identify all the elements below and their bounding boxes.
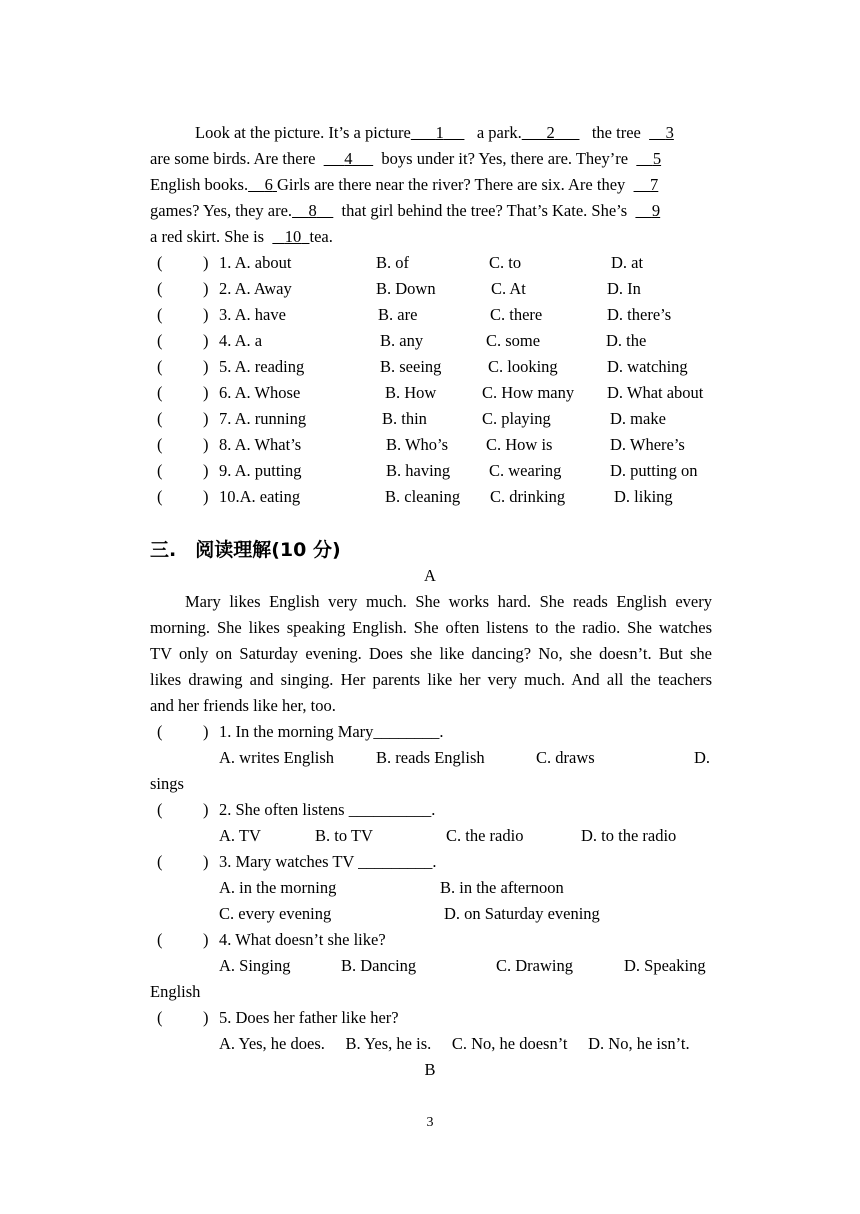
option-a: 4. A. a [219, 331, 263, 350]
question-2-option-d: D. to the radio [581, 826, 677, 845]
option-b: B. How [385, 383, 437, 402]
cloze-line-4: games? Yes, they are. 8 that girl behind the tree? That’s Kate. She’s 9 [150, 201, 661, 220]
option-b: B. are [378, 305, 418, 324]
answer-paren-open: ( [157, 331, 163, 350]
cloze-question-row [150, 458, 750, 484]
answer-paren-open: ( [157, 305, 163, 324]
blank-4: 4 [344, 149, 353, 168]
passage-a-line-5: and her friends like her, too. [150, 696, 336, 715]
option-d: D. In [607, 279, 641, 298]
option-b: B. cleaning [385, 487, 461, 506]
question-4-option-b: B. Dancing [341, 956, 417, 975]
option-b: B. thin [382, 409, 427, 428]
cloze-question-row [150, 302, 750, 328]
option-d: D. Where’s [610, 435, 685, 454]
blank-10: 10 [284, 227, 302, 246]
option-d: D. liking [614, 487, 673, 506]
answer-paren-open: ( [157, 800, 163, 819]
question-3-option-b: B. in the afternoon [440, 878, 564, 897]
blank-2: 2 [546, 123, 555, 142]
answer-paren-open: ( [157, 253, 163, 272]
answer-paren-close: ) [203, 487, 209, 506]
question-3-stem: 3. Mary watches TV _________. [219, 852, 437, 871]
answer-paren-close: ) [203, 305, 209, 324]
answer-paren-close: ) [203, 253, 209, 272]
question-4-option-d-wrap: English [150, 982, 201, 1001]
cloze-line-1 [150, 120, 712, 146]
answer-paren-open: ( [157, 1008, 163, 1027]
option-a: 1. A. about [219, 253, 292, 272]
answer-paren-close: ) [203, 357, 209, 376]
option-a: 3. A. have [219, 305, 286, 324]
passage-a-line-2: morning. She likes speaking English. She often listens to the radio. She watches [150, 618, 712, 637]
question-1-option-b: B. reads English [376, 748, 485, 767]
option-c: C. there [490, 305, 543, 324]
question-1-option-d: D. [694, 748, 711, 767]
answer-paren-close: ) [203, 1008, 209, 1027]
section-heading: 三. 阅读理解(10 分) [150, 539, 341, 561]
answer-paren-close: ) [203, 435, 209, 454]
option-c: C. How many [482, 383, 575, 402]
option-a: 2. A. Away [219, 279, 292, 298]
answer-paren-close: ) [203, 852, 209, 871]
option-c: C. wearing [489, 461, 562, 480]
option-c: C. drinking [490, 487, 566, 506]
cloze-question-row [150, 354, 750, 380]
option-d: D. make [610, 409, 666, 428]
option-d: D. at [611, 253, 644, 272]
question-2-option-b: B. to TV [315, 826, 373, 845]
passage-a-line-3: TV only on Saturday evening. Does she like dancing? No, she doesn’t. But she [150, 644, 712, 663]
question-4-stem: 4. What doesn’t she like? [219, 930, 386, 949]
option-b: B. Who’s [386, 435, 449, 454]
cloze-text: a park. [476, 123, 522, 142]
answer-paren-open: ( [157, 409, 163, 428]
question-4-option-a: A. Singing [219, 956, 291, 975]
question-3-option-d: D. on Saturday evening [444, 904, 600, 923]
option-d: D. watching [607, 357, 688, 376]
cloze-line-3: English books. 6 Girls are there near the river? There are six. Are they 7 [150, 175, 659, 194]
answer-paren-open: ( [157, 461, 163, 480]
cloze-question-row [150, 380, 750, 406]
cloze-line-2: are some birds. Are there 4 boys under it? Yes, there are. They’re 5 [150, 149, 662, 168]
question-4-option-c: C. Drawing [496, 956, 573, 975]
option-c: C. playing [482, 409, 551, 428]
passage-a-line-1: Mary likes English very much. She works hard. She reads English every [185, 592, 712, 611]
answer-paren-close: ) [203, 331, 209, 350]
cloze-question-row [150, 484, 750, 510]
blank-1: 1 [435, 123, 444, 142]
option-d: D. there’s [607, 305, 672, 324]
passage-a-label: A [424, 566, 436, 585]
blank-3: 3 [665, 123, 674, 142]
answer-paren-open: ( [157, 930, 163, 949]
option-a: 5. A. reading [219, 357, 305, 376]
cloze-line-5: a red skirt. She is 10 tea. [150, 227, 333, 246]
question-5-options: A. Yes, he does. B. Yes, he is. C. No, he doesn’t D. No, he isn’t. [219, 1034, 690, 1053]
cloze-question-row [150, 432, 750, 458]
option-c: C. to [489, 253, 522, 272]
question-2-option-c: C. the radio [446, 826, 524, 845]
question-5-stem: 5. Does her father like her? [219, 1008, 399, 1027]
question-4-option-d: D. Speaking [624, 956, 706, 975]
question-1-option-d-wrap: sings [150, 774, 184, 793]
option-b: B. of [376, 253, 409, 272]
option-a: 8. A. What’s [219, 435, 302, 454]
option-c: C. looking [488, 357, 558, 376]
cloze-text: the tree [591, 123, 641, 142]
answer-paren-open: ( [157, 279, 163, 298]
cloze-text: Look at the picture. It’s a picture [195, 123, 411, 142]
option-a: 10.A. eating [219, 487, 301, 506]
blank-7: 7 [650, 175, 659, 194]
answer-paren-close: ) [203, 409, 209, 428]
option-b: B. Down [376, 279, 436, 298]
option-c: C. At [491, 279, 526, 298]
cloze-question-row [150, 276, 750, 302]
question-2-option-a: A. TV [219, 826, 261, 845]
answer-paren-close: ) [203, 383, 209, 402]
cloze-question-row [150, 250, 750, 276]
answer-paren-close: ) [203, 461, 209, 480]
question-1-option-c: C. draws [536, 748, 595, 767]
answer-paren-close: ) [203, 722, 209, 741]
passage-b-label: B [424, 1060, 436, 1079]
answer-paren-close: ) [203, 279, 209, 298]
blank-5: 5 [652, 149, 662, 168]
question-3-option-c: C. every evening [219, 904, 332, 923]
option-a: 9. A. putting [219, 461, 302, 480]
cloze-question-row [150, 328, 750, 354]
option-a: 7. A. running [219, 409, 307, 428]
option-d: D. the [606, 331, 647, 350]
answer-paren-open: ( [157, 852, 163, 871]
question-2-stem: 2. She often listens __________. [219, 800, 436, 819]
answer-paren-open: ( [157, 357, 163, 376]
cloze-question-row [150, 406, 750, 432]
option-a: 6. A. Whose [219, 383, 301, 402]
answer-paren-open: ( [157, 383, 163, 402]
blank-6: 6 [264, 175, 273, 194]
blank-9: 9 [651, 201, 661, 220]
blank-8: 8 [308, 201, 317, 220]
answer-paren-close: ) [203, 800, 209, 819]
answer-paren-open: ( [157, 487, 163, 506]
option-b: B. any [380, 331, 424, 350]
option-c: C. some [486, 331, 541, 350]
option-b: B. having [386, 461, 451, 480]
answer-paren-close: ) [203, 930, 209, 949]
page-number: 3 [426, 1115, 434, 1130]
question-1-stem: 1. In the morning Mary________. [219, 722, 444, 741]
option-b: B. seeing [380, 357, 442, 376]
passage-a-line-4: likes drawing and singing. Her parents like her very much. And all the teachers [150, 670, 712, 689]
option-d: D. What about [607, 383, 704, 402]
question-1-option-a: A. writes English [219, 748, 335, 767]
answer-paren-open: ( [157, 435, 163, 454]
option-c: C. How is [486, 435, 553, 454]
option-d: D. putting on [610, 461, 698, 480]
answer-paren-open: ( [157, 722, 163, 741]
question-3-option-a: A. in the morning [219, 878, 337, 897]
